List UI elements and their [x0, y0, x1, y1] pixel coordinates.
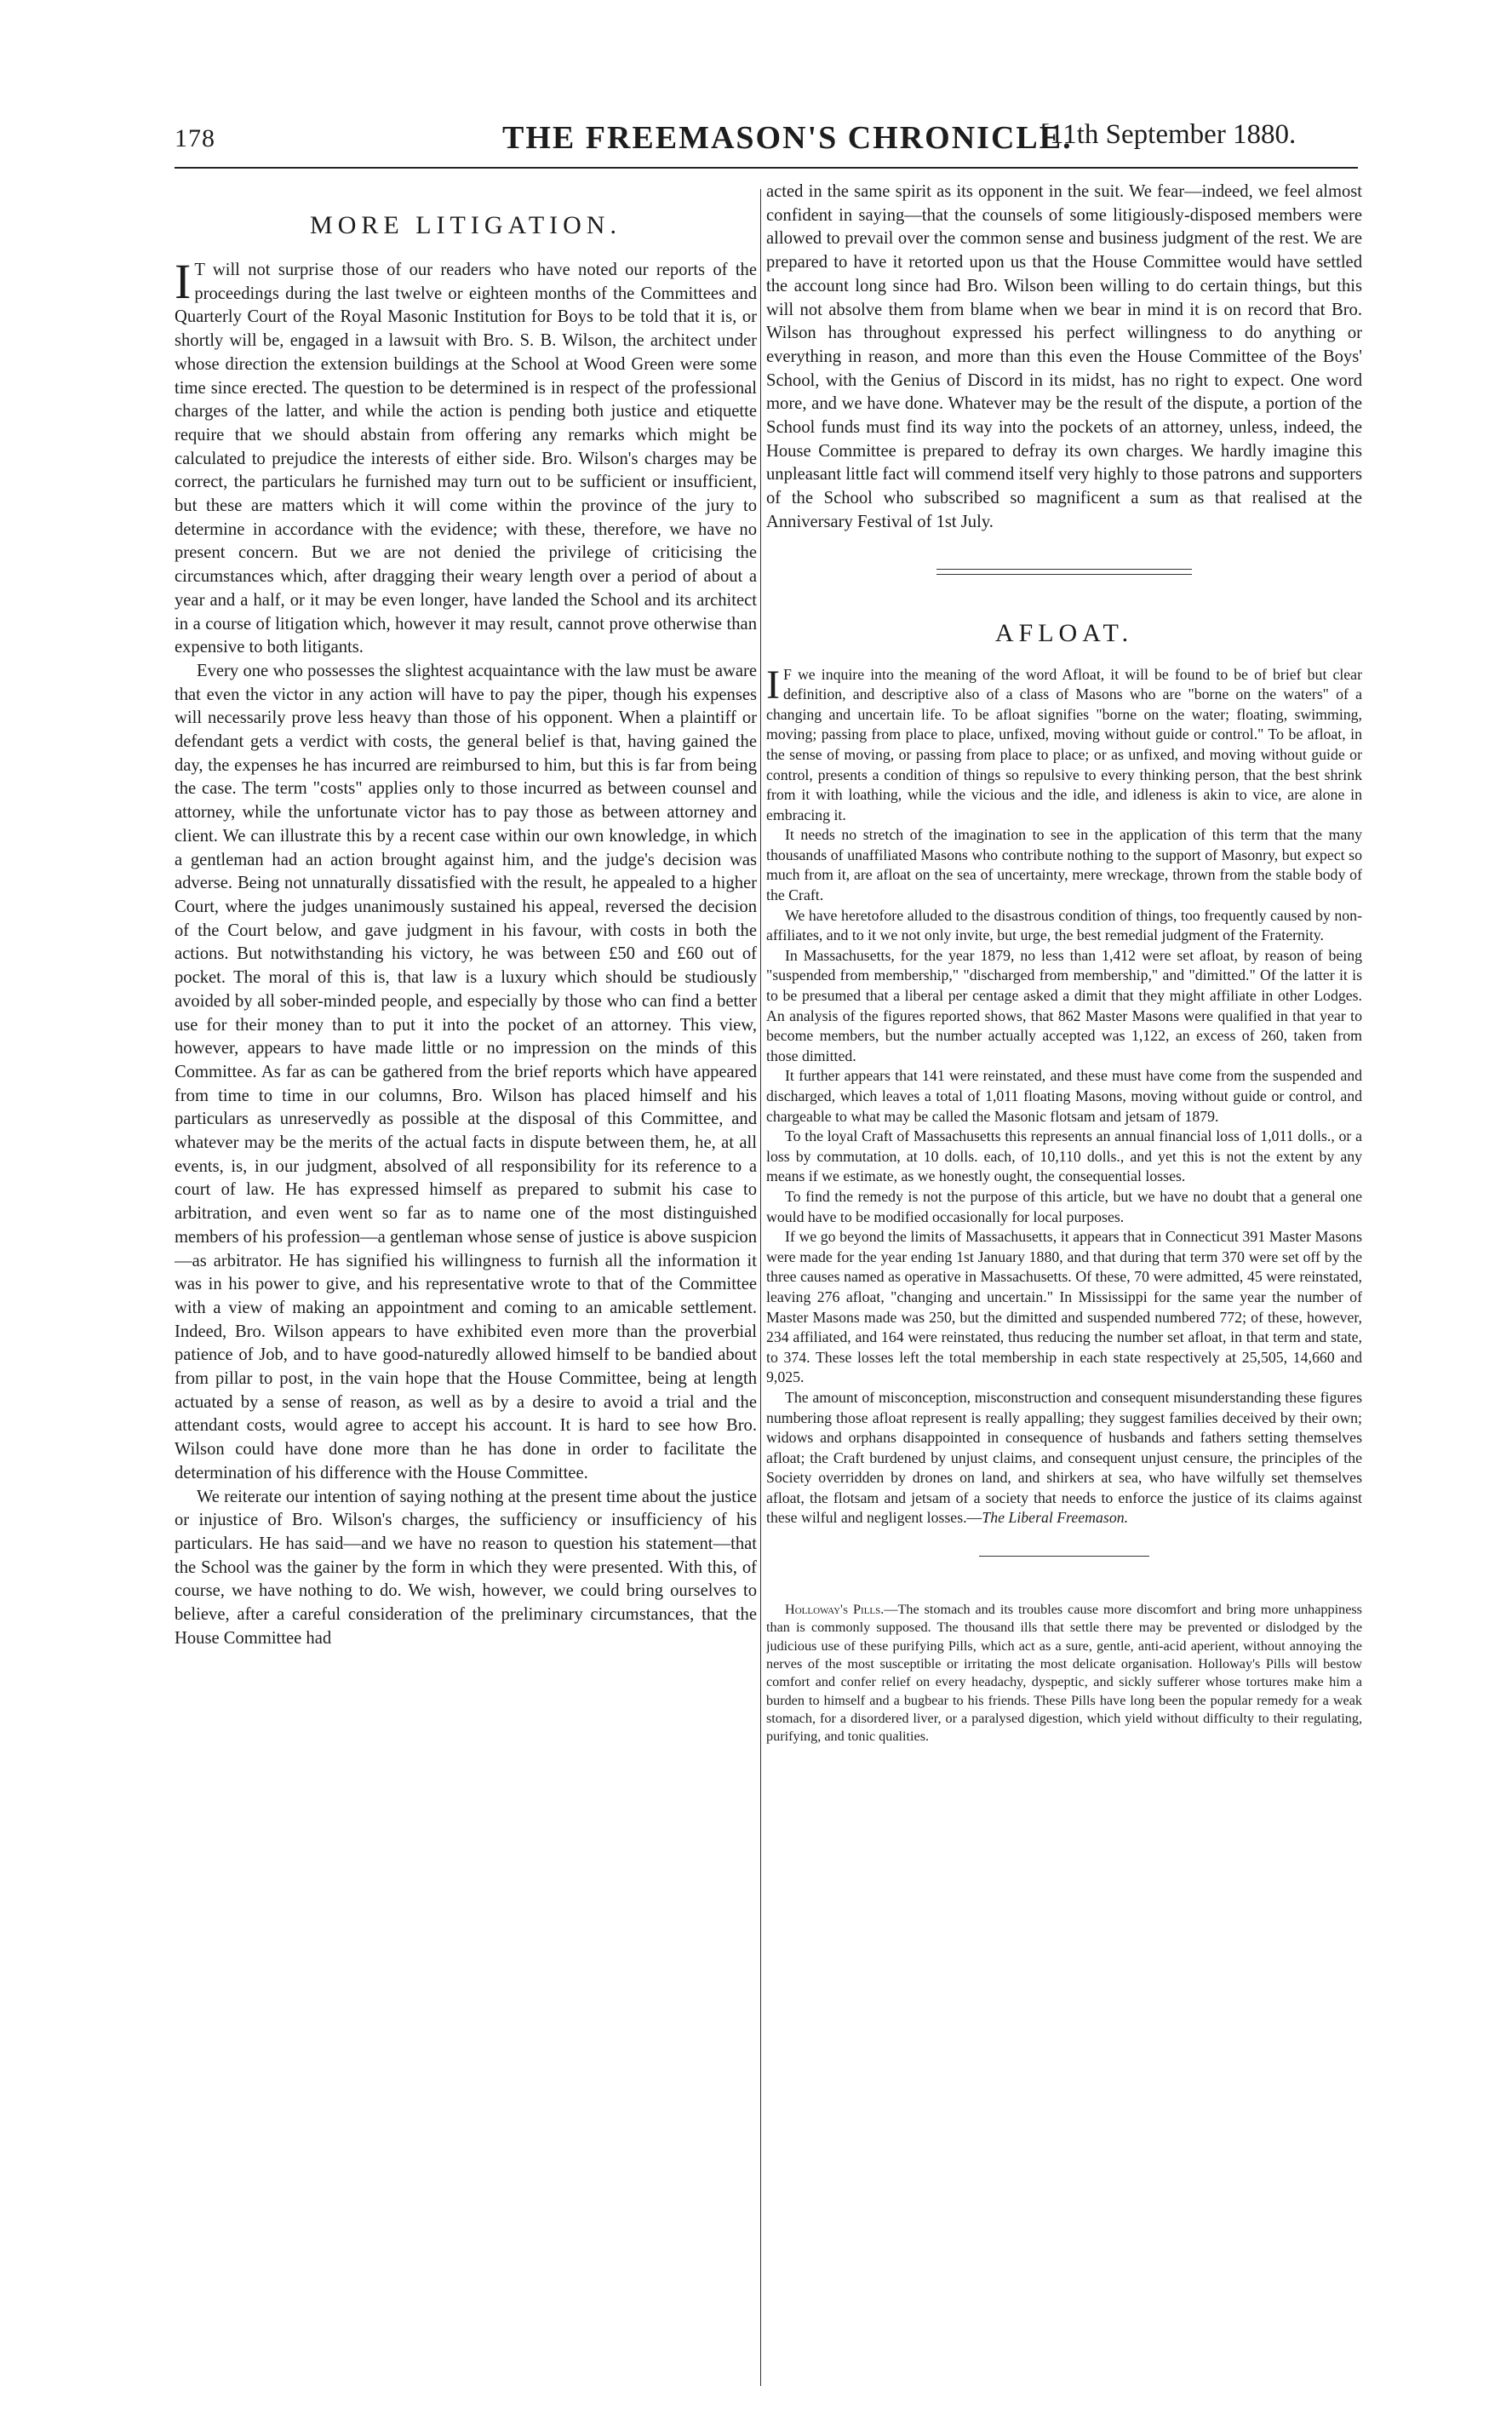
- column-divider: [760, 189, 761, 2386]
- article-body-afloat: [766, 662, 1362, 1529]
- masthead-title: THE FREEMASON'S CHRONICLE.: [502, 120, 1073, 156]
- paragraph: It needs no stretch of the imagination to see in the application of this term that the many thousands of unaffiliated Masons who contribute nothing to the support of Masonry, but expect so much from it, are afloat on the sea of uncertainty, mere wreckage, thrown from the stable body of the Craft.: [766, 826, 1362, 904]
- paragraph: I F we inquire into the meaning of the word Afloat, it will be found to be of brief but clear definition, and descriptive also of a class of Masons who are "borne on the waters" of a changing and uncertain life. To be afloat signifies "borne on the water; floating, swimming, moving; passing from place to place, unfixed, moving without guide or control." To be afloat, in the sense of moving, or passing from place to place; or as unfixed, and moving without guide or control, presents a condition of things so repulsive to every thinking person, that the best shrink from it with loathing, while the vicious and the idle, and idleness is akin to vice, are alone in embracing it.: [766, 662, 1362, 823]
- issue-date: [11th September 1880.: [1040, 119, 1297, 150]
- paragraph: In Massachusetts, for the year 1879, no less than 1,412 were set afloat, by reason of being "suspended from membership," "discharged from membership," and "dimitted." Of the latter it is to be presumed that a liberal per centage asked a dimit that they might affiliate in other Lodges. An analysis of the figures reported shows, that 862 Master Masons were qualified in that year to become members, but the number actually accepted was 1,122, an excess of 260, taken from those dimitted.: [766, 946, 1362, 1064]
- paragraph: acted in the same spirit as its opponent in the suit. We fear—indeed, we feel almost confident in saying—that the counsels of some litigiously-disposed members were allowed to prevail over the common sense and business judgment of the rest. We are prepared to have it retorted upon us that the House Committee would have settled the account long since had Bro. Wilson been willing to do certain things, but this will not absolve them from blame when we bear in mind it is on record that Bro. Wilson has throughout expressed his perfect willingness to do anything or everything in reason, and more than this even the House Committee of the Boys' School, with the Genius of Discord in its midst, has no right to expect. One word more, and we have done. Whatever may be the result of the dispute, a portion of the School funds must find its way into the pockets of an attorney, unless, indeed, the House Committee is prepared to defray its own charges. We hardly imagine this unpleasant little fact will commend itself very highly to those patrons and supporters of the School who subscribed so magnificent a sum as that realised at the Anniversary Festival of 1st July.: [766, 182, 1362, 531]
- paragraph: To find the remedy is not the purpose of this article, but we have no doubt that a general one would have to be modified occasionally for local purposes.: [766, 1187, 1362, 1225]
- drop-cap: I: [766, 662, 780, 708]
- paragraph: Every one who possesses the slightest acquaintance with the law must be aware that even the victor in any action will have to pay the piper, though his expenses will necessarily prove less heavy than those of his opponent. When a plaintiff or defendant gets a verdict with costs, the general belief is that, having gained the day, the expenses he has incurred are reimbursed to him, but this is far from being the case. The term "costs" applies only to those incurred as between counsel and attorney, while the unfortunate victor has to pay those as between attorney and client. We can illustrate this by a recent case within our own knowledge, in which a gentleman had an action brought against him, and the judge's decision was adverse. Being not unnaturally dissatisfied with the result, he appealed to a higher Court, where the judges unanimously sustained his appeal, reversed the decision of the Court below, and gave judgment in his favour, with costs in both the actions. But notwithstanding his victory, he was between £50 and £60 out of pocket. The moral of this is, that law is a luxury which should be studiously avoided by all sober-minded people, and especially by those who can find a better use for their money than to put it into the pocket of an attorney. This view, however, appears to have made little or no impression on the minds of this Committee. As far as can be gathered from the brief reports which have appeared from time to time in our columns, Bro. Wilson has placed himself and his particulars as unreservedly as possible at the disposal of this Committee, and whatever may be the merits of the actual facts in dispute between them, he, at all events, is, in our judgment, absolved of all responsibility for its reference to a court of law. He has expressed himself as prepared to submit his case to arbitration, and even went so far as to name one of the most distinguished members of his profession—a gentleman whose sense of justice is above suspicion—as arbitrator. He has signified his willingness to furnish all the information it was in his power to give, and his representative wrote to that of the Committee with a view of making an appointment and coming to an amicable settlement. Indeed, Bro. Wilson appears to have exhibited even more than the proverbial patience of Job, and to have good-naturedly allowed himself to be bandied about from pillar to post, in the vain hope that the House Committee, being at length actuated by a sense of reason, as well as by a desire to avoid a trial and the attendant costs, would agree to accept his account. It is hard to see how Bro. Wilson could have done more than he has done in order to facilitate the determination of his difference with the House Committee.: [175, 661, 757, 1483]
- page-number: 178: [175, 124, 215, 152]
- paragraph: It further appears that 141 were reinstated, and these must have come from the suspended and discharged, which leaves a total of 1,011 floating Masons, moving without guide or control, and chargeable to what may be called the Masonic flotsam and jetsam of 1879.: [766, 1067, 1362, 1125]
- drop-cap: I: [175, 254, 192, 309]
- paragraph: We reiterate our intention of saying nothing at the present time about the justice or injustice of Bro. Wilson's charges, the sufficiency or insufficiency of his particulars. He has said—and we have no reason to question his statement—that the School was the gainer by the form in which they were presented. With this, of course, we have nothing to do. We wish, however, we could bring ourselves to believe, after a careful consideration of the preliminary circumstances, that the House Committee had: [175, 1487, 757, 1648]
- advert-paragraph: [766, 1601, 1362, 1746]
- left-column: [175, 181, 757, 2375]
- article-title-afloat: AFLOAT.: [994, 618, 1134, 647]
- section-separator: [936, 569, 1192, 575]
- advert-text: —The stomach and its troubles cause more discomfort and bring more unhappiness than is commonly supposed. The thousand ills that settle there may be prevented or dislodged by the judicious use of these purifying Pills, which act as a sure, gentle, anti-acid aperient, without annoying the nerves of the most susceptible or irritating the most delicate organisation. Holloway's Pills will bestow comfort and confer relief on every headachy, dyspeptic, and sickly sufferer whose tortures make him a burden to himself and a bugbear to his friends. These Pills have long been the popular remedy for a weak stomach, for a disordered liver, or a paralysed digestion, which yield without difficulty to their regulating, purifying, and tonic qualities.: [766, 1602, 1362, 1745]
- article-continuation-litigation: [766, 181, 1362, 535]
- right-column: [766, 181, 1362, 2375]
- article-body-litigation: [175, 254, 757, 1650]
- paragraph: The amount of misconception, misconstruction and consequent misunderstanding these figures numbering those afloat represent is really appalling; they suggest families deceived by their own; widows and orphans disappointed in consequence of husbands and fathers setting themselves afloat; the Craft burdened by unjust claims, and consequent unjust censure, the principles of the Society overridden by drones on land, and shirkers at sea, who have wilfully set themselves afloat, the flotsam and jetsam of a society that needs to enforce the justice of its claims against these wilful and negligent losses.—The Liberal Freemason.: [766, 1388, 1362, 1527]
- paragraph: To the loyal Craft of Massachusetts this represents an annual financial loss of 1,011 dolls., or a loss by commutation, at 10 dolls. each, of 10,110 dolls., and yet this is not the extent by any means if we estimate, as we honestly ought, the consequential losses.: [766, 1127, 1362, 1185]
- source-credit: The Liberal Freemason.: [982, 1509, 1129, 1527]
- article-title-litigation: MORE LITIGATION.: [310, 211, 621, 239]
- paragraph: I T will not surprise those of our readers who have noted our reports of the proceedings during the last twelve or eighteen months of the Committees and Quarterly Court of the Royal Masonic Institution for Boys to be told that it is, or shortly will be, engaged in a lawsuit with Bro. S. B. Wilson, the architect under whose direction the extension buildings at the School at Wood Green were some time since erected. The question to be determined is in respect of the professional charges of the latter, and while the action is pending both justice and etiquette require that we should abstain from offering any remarks which might be calculated to prejudice the interests of either side. Bro. Wilson's charges may be correct, the particulars he furnished may turn out to be sufficient or insufficient, but these are matters which it will come within the province of the jury to determine in accordance with the evidence; with these, therefore, we have no present concern. But we are not denied the privilege of criticising the circumstances which, after dragging their weary length over a period of about a year and a half, or it may be even longer, have landed the School and its architect in a course of litigation which, however it may result, cannot prove otherwise than expensive to both litigants.: [175, 254, 757, 657]
- paragraph: If we go beyond the limits of Massachusetts, it appears that in Connecticut 391 Master Masons were made for the year ending 1st January 1880, and that during that term 370 were set off by the three causes named as operative in Massachusetts. Of these, 70 were admitted, 45 were reinstated, leaving 276 afloat, "changing and uncertain." In Mississippi for the same year the number of Master Masons made was 250, but the dimitted and suspended numbered 772; of these, however, 234 affiliated, and 164 were reinstated, thus reducing the number set afloat, in that term and state, to 374. These losses left the total membership in each state respectively at 25,505, 14,660 and 9,025.: [766, 1228, 1362, 1386]
- section-separator: [979, 1556, 1149, 1557]
- advertisement: [766, 1601, 1362, 1746]
- header-rule: [175, 167, 1358, 169]
- advert-label: Holloway's Pills.: [785, 1602, 885, 1618]
- page-header: [0, 0, 1512, 170]
- paragraph: We have heretofore alluded to the disastrous condition of things, too frequently caused by non-affiliates, and to it we not only invite, but urge, the best remedial judgment of the Fraternity.: [766, 906, 1362, 944]
